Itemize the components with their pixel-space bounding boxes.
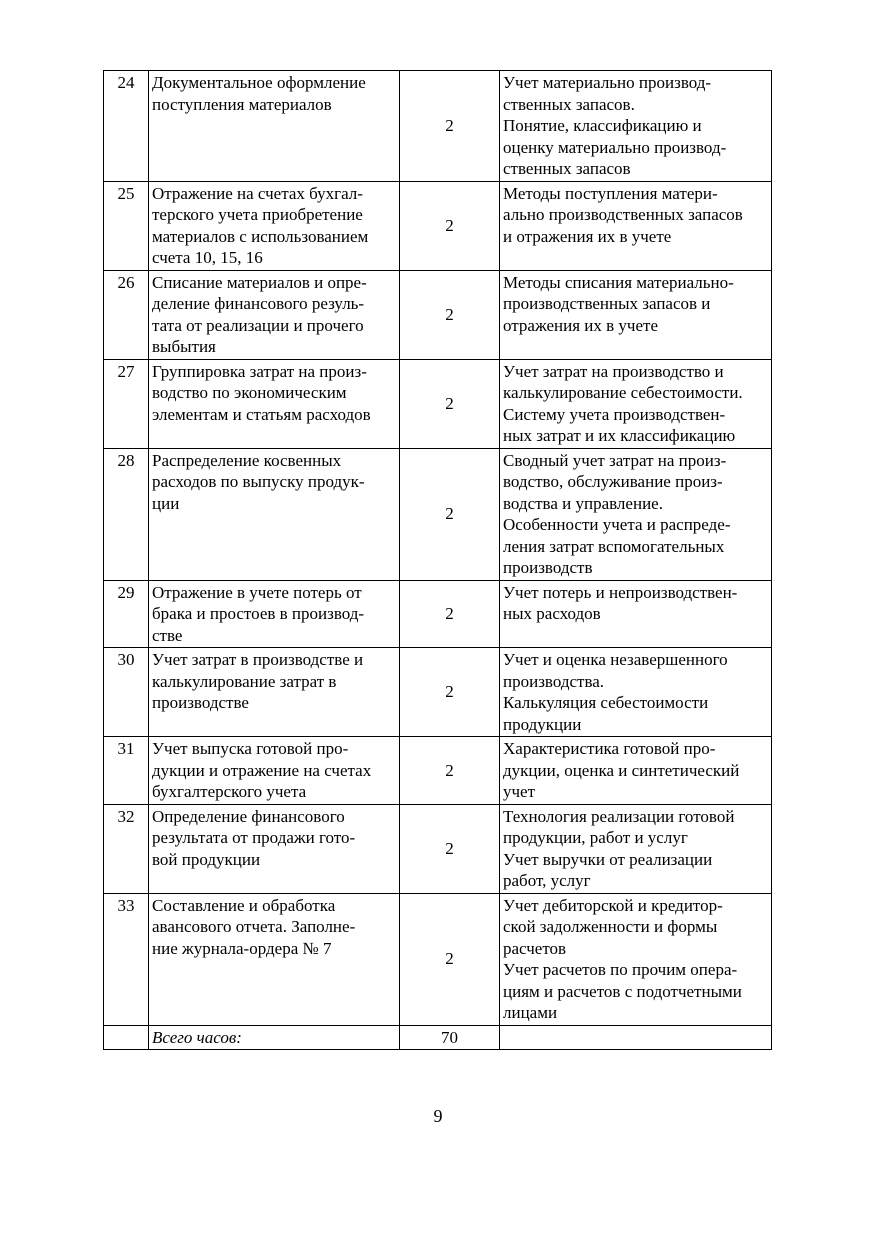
content-cell xyxy=(500,804,772,893)
cell-text-line: Методы списания материально- xyxy=(503,272,734,292)
cell-text-line: Отражение в учете потерь от xyxy=(152,582,362,602)
lesson-plan-table xyxy=(103,70,772,1050)
table-row xyxy=(104,648,772,737)
content-cell xyxy=(500,71,772,182)
cell-text-line: Группировка затрат на произ- xyxy=(152,361,367,381)
hours-cell: 2 xyxy=(400,448,500,580)
cell-text-line: Учет и оценка незавершенного xyxy=(503,650,728,669)
cell-text-line: бухгалтерского учета xyxy=(152,782,307,801)
cell-text-line: Методы поступления матери- xyxy=(503,183,718,203)
row-number-cell: 30 xyxy=(104,648,149,737)
cell-text-line: оценку материально производ- xyxy=(503,137,727,157)
page-number: 9 xyxy=(433,1106,443,1126)
cell-text-line: ние журнала-ордера № 7 xyxy=(152,938,332,958)
cell-text-line: деление финансового резуль- xyxy=(152,294,365,313)
cell-text-line: авансового отчета. Заполне- xyxy=(152,917,356,936)
cell-text-line: Учет дебиторской и кредитор- xyxy=(503,895,723,915)
lesson-plan-table-body xyxy=(104,71,772,1050)
cell-text-line: дукции и отражение на счетах xyxy=(152,760,372,780)
cell-text-line: Учет затрат в производстве и xyxy=(152,650,364,669)
total-empty-content-cell xyxy=(500,1025,772,1050)
table-row xyxy=(104,580,772,648)
hours-cell: 2 xyxy=(400,181,500,270)
cell-text-line: тата от реализации и прочего xyxy=(152,315,364,335)
cell-text-line: Отражение на счетах бухгал- xyxy=(152,183,363,203)
topic-cell xyxy=(149,737,400,805)
hours-cell: 2 xyxy=(400,737,500,805)
cell-text-line: дукции, оценка и синтетический xyxy=(503,760,740,780)
cell-text-line: Определение финансового xyxy=(152,806,345,826)
cell-text-line: Учет выручки от реализации xyxy=(503,849,713,869)
cell-text-line: Документальное оформление xyxy=(152,73,366,92)
total-empty-cell xyxy=(104,1025,149,1050)
cell-text-line: Учет выпуска готовой про- xyxy=(152,739,349,758)
cell-text-line: результата от продажи гото- xyxy=(152,828,356,847)
cell-text-line: Учет расчетов по прочим опера- xyxy=(503,960,738,979)
cell-text-line: производства. xyxy=(503,671,605,691)
hours-cell: 2 xyxy=(400,804,500,893)
topic-cell xyxy=(149,580,400,648)
cell-text-line: счета 10, 15, 16 xyxy=(152,248,263,267)
row-number-cell: 27 xyxy=(104,359,149,448)
row-number-cell: 31 xyxy=(104,737,149,805)
cell-text-line: Учет материально производ- xyxy=(503,73,712,92)
hours-cell: 2 xyxy=(400,270,500,359)
row-number-cell: 24 xyxy=(104,71,149,182)
cell-text-line: водство, обслуживание произ- xyxy=(503,472,723,491)
content-cell xyxy=(500,359,772,448)
cell-text-line: брака и простоев в производ- xyxy=(152,604,365,623)
hours-cell: 2 xyxy=(400,580,500,648)
cell-text-line: водство по экономическим xyxy=(152,383,347,402)
content-cell xyxy=(500,270,772,359)
table-row xyxy=(104,359,772,448)
cell-text-line: материалов с использованием xyxy=(152,226,369,246)
cell-text-line: терского учета приобретение xyxy=(152,205,363,224)
hours-cell: 2 xyxy=(400,359,500,448)
cell-text-line: Учет потерь и непроизводствен- xyxy=(503,582,738,602)
cell-text-line: ления затрат вспомогательных xyxy=(503,536,725,556)
content-cell xyxy=(500,893,772,1025)
cell-text-line: и отражения их в учете xyxy=(503,226,672,246)
cell-text-line: Понятие, классификацию и xyxy=(503,116,702,135)
cell-text-line: ных расходов xyxy=(503,604,601,623)
table-row xyxy=(104,181,772,270)
cell-text-line: Сводный учет затрат на произ- xyxy=(503,450,727,470)
cell-text-line: ственных запасов xyxy=(503,159,631,178)
row-number-cell: 33 xyxy=(104,893,149,1025)
topic-cell xyxy=(149,448,400,580)
cell-text-line: продукции, работ и услуг xyxy=(503,828,688,847)
cell-text-line: Учет затрат на производство и xyxy=(503,361,724,381)
topic-cell xyxy=(149,359,400,448)
total-label: Всего часов: xyxy=(149,1025,400,1050)
content-cell xyxy=(500,737,772,805)
cell-text-line: производств xyxy=(503,558,593,577)
table-row xyxy=(104,270,772,359)
cell-text-line: Списание материалов и опре- xyxy=(152,272,367,292)
cell-text-line: продукции xyxy=(503,714,582,734)
cell-text-line: ально производственных запасов xyxy=(503,205,743,224)
cell-text-line: учет xyxy=(503,782,536,801)
table-row xyxy=(104,71,772,182)
table-row xyxy=(104,448,772,580)
topic-cell xyxy=(149,270,400,359)
cell-text-line: расчетов xyxy=(503,938,567,958)
row-number-cell: 26 xyxy=(104,270,149,359)
cell-text-line: калькулирование себестоимости. xyxy=(503,383,743,402)
cell-text-line: Калькуляция себестоимости xyxy=(503,693,709,712)
row-number-cell: 29 xyxy=(104,580,149,648)
cell-text-line: Составление и обработка xyxy=(152,895,336,915)
table-row xyxy=(104,737,772,805)
cell-text-line: калькулирование затрат в xyxy=(152,671,337,691)
cell-text-line: лицами xyxy=(503,1003,558,1022)
row-number-cell: 28 xyxy=(104,448,149,580)
cell-text-line: расходов по выпуску продук- xyxy=(152,472,365,491)
topic-cell xyxy=(149,648,400,737)
topic-cell xyxy=(149,181,400,270)
hours-cell: 2 xyxy=(400,648,500,737)
cell-text-line: элементам и статьям расходов xyxy=(152,404,371,424)
hours-cell: 2 xyxy=(400,893,500,1025)
cell-text-line: Характеристика готовой про- xyxy=(503,739,716,758)
table-row xyxy=(104,804,772,893)
total-hours: 70 xyxy=(400,1025,500,1050)
cell-text-line: производстве xyxy=(152,693,249,712)
cell-text-line: ных затрат и их классификацию xyxy=(503,426,736,445)
cell-text-line: вой продукции xyxy=(152,849,261,869)
content-cell xyxy=(500,648,772,737)
cell-text-line: Систему учета производствен- xyxy=(503,404,726,424)
table-row xyxy=(104,893,772,1025)
row-number-cell: 25 xyxy=(104,181,149,270)
cell-text-line: водства и управление. xyxy=(503,493,663,513)
topic-cell xyxy=(149,893,400,1025)
topic-cell xyxy=(149,71,400,182)
content-cell xyxy=(500,448,772,580)
content-cell xyxy=(500,580,772,648)
cell-text-line: ской задолженности и формы xyxy=(503,917,718,936)
total-row xyxy=(104,1025,772,1050)
cell-text-line: циям и расчетов с подотчетными xyxy=(503,981,742,1001)
row-number-cell: 32 xyxy=(104,804,149,893)
cell-text-line: Распределение косвенных xyxy=(152,450,342,470)
cell-text-line: производственных запасов и xyxy=(503,294,711,313)
cell-text-line: работ, услуг xyxy=(503,871,591,890)
topic-cell xyxy=(149,804,400,893)
cell-text-line: Технология реализации готовой xyxy=(503,806,735,826)
cell-text-line: ственных запасов. xyxy=(503,94,635,114)
hours-cell: 2 xyxy=(400,71,500,182)
cell-text-line: выбытия xyxy=(152,337,216,356)
cell-text-line: отражения их в учете xyxy=(503,315,658,335)
cell-text-line: ции xyxy=(152,493,180,513)
cell-text-line: поступления материалов xyxy=(152,94,332,114)
cell-text-line: Особенности учета и распреде- xyxy=(503,515,731,534)
content-cell xyxy=(500,181,772,270)
cell-text-line: стве xyxy=(152,625,183,645)
